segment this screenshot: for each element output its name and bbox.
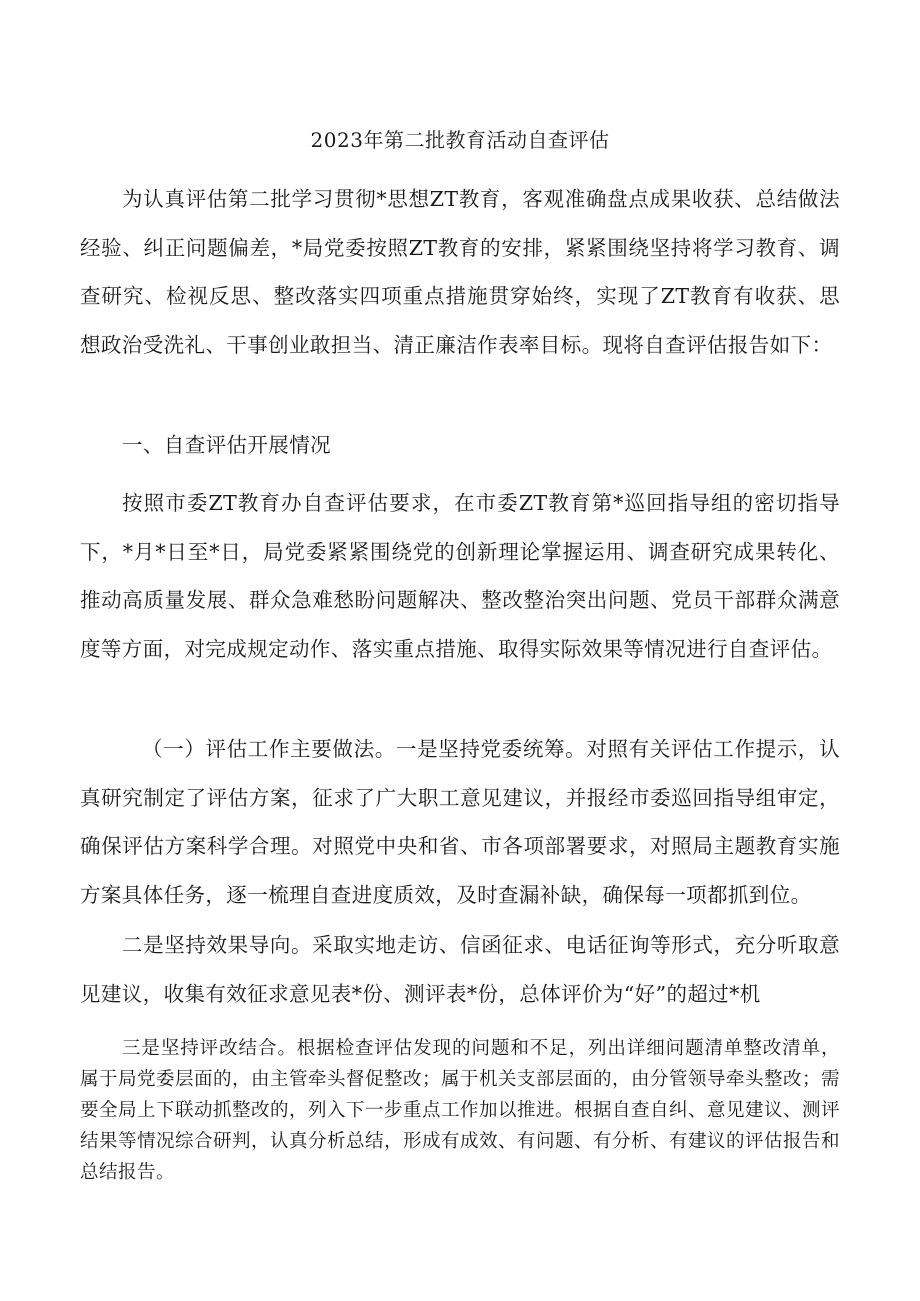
intro-paragraph: 为认真评估第二批学习贯彻*思想ZT教育，客观准确盘点成果收获、总结做法经验、纠正问题偏差，*局党委按照ZT教育的安排，紧紧围绕坚持将学习教育、调查研究、检视反思、整改落实四项重点措施贯穿始终，实现了ZT教育有收获、思想政治受洗礼、干事创业敢担当、清正廉洁作表率目标。现将自查评估报告如下： [80,187,840,357]
assessment-paragraph: 按照市委ZT教育办自查评估要求，在市委ZT教育第*巡回指导组的密切指导下，*月*日至*日，局党委紧紧围绕党的创新理论掌握运用、调查研究成果转化、推动高质量发展、群众急难愁盼问题解决、整改整治突出问题、党员干部群众满意度等方面，对完成规定动作、落实重点措施、取得实际效果等情况进行自查评估。 [80,491,840,661]
document-title: 2023年第二批教育活动自查评估 [310,128,610,152]
section-heading: 一、自查评估开展情况 [122,433,331,457]
rectify-paragraph: 三是坚持评改结合。根据检查评估发现的问题和不足，列出详细问题清单整改清单，属于局党委层面的，由主管牵头督促整改；属于机关支部层面的，由分管领导牵头整改；需要全局上下联动抓整改的，列入下一步重点工作加以推进。根据自查自纠、意见建议、测评结果等情况综合研判，认真分析总结，形成有成效、有问题、有分析、有建议的评估报告和总结报告。 [80,1038,841,1183]
method-paragraph: （一）评估工作主要做法。一是坚持党委统筹。对照有关评估工作提示，认真研究制定了评估方案，征求了广大职工意见建议，并报经市委巡回指导组审定，确保评估方案科学合理。对照党中央和省、市各项部署要求，对照局主题教育实施方案具体任务，逐一梳理自查进度质效，及时查漏补缺，确保每一项都抓到位。 [80,737,840,907]
effect-paragraph: 二是坚持效果导向。采取实地走访、信函征求、电话征询等形式，充分听取意见建议，收集有效征求意见表*份、测评表*份，总体评价为“好”的超过*机 [80,933,840,1006]
